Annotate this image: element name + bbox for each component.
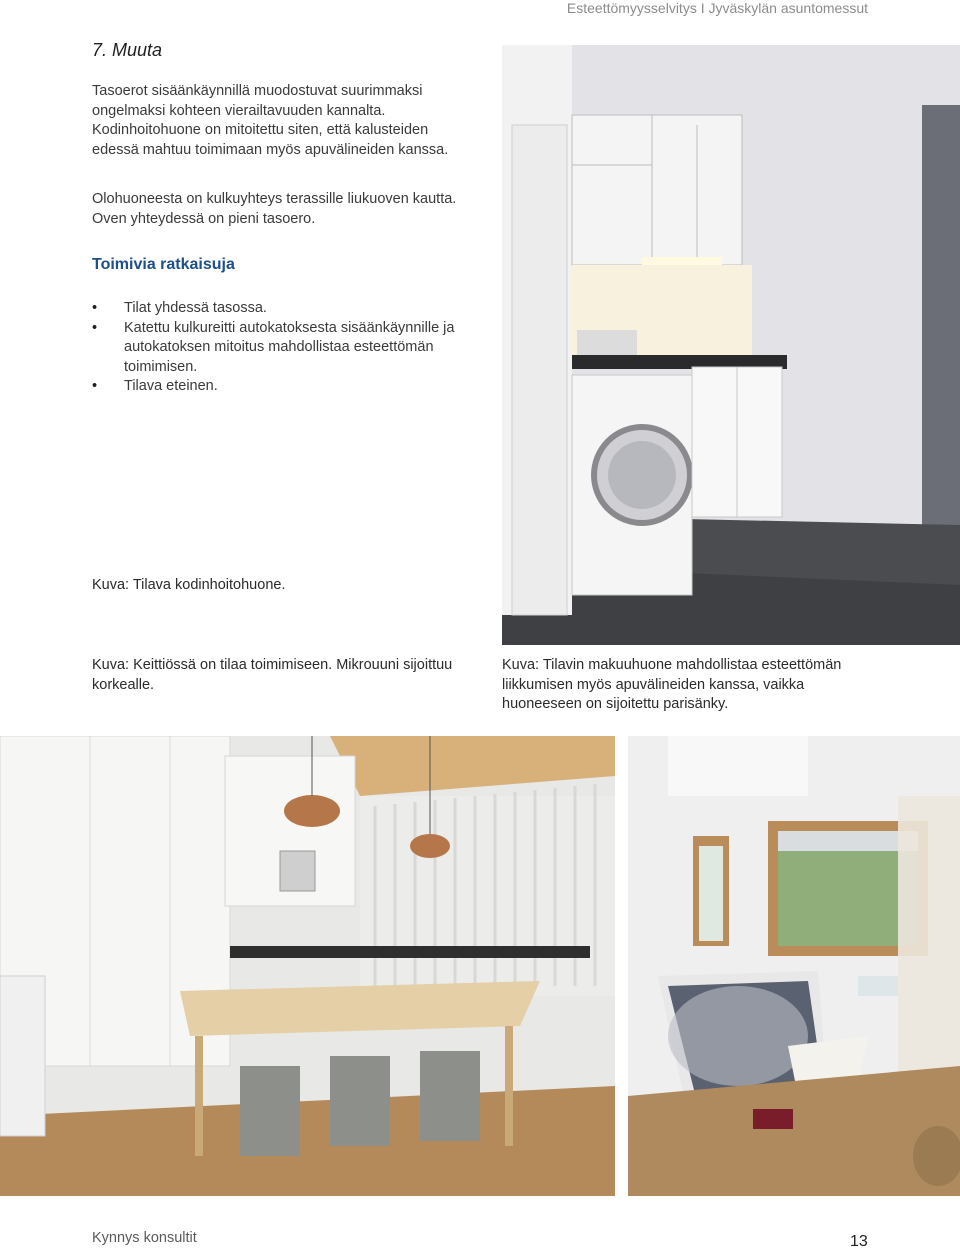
running-header: Esteettömyysselvitys I Jyväskylän asuntomessut <box>566 0 868 16</box>
laundry-room-caption: Kuva: Tilava kodinhoitohuone. <box>92 577 286 593</box>
kitchen-caption: Kuva: Keittiössä on tilaa toimimiseen. Mikrouuni sijoittuu korkealle. <box>92 657 453 693</box>
bedroom-caption: Kuva: Tilavin makuuhuone mahdollistaa esteettömän liikkumisen myös apuvälineiden kanssa, vaikka huoneeseen on sijoitettu parisänky. <box>502 657 842 712</box>
section-title: 7. Muuta <box>92 40 163 60</box>
footer-author: Kynnys konsultit <box>92 1230 197 1246</box>
list-item: • Tilat yhdessä tasossa. <box>92 299 472 319</box>
bedroom-photo <box>628 736 960 1196</box>
laundry-room-photo <box>502 45 960 645</box>
living-room-paragraph: Olohuoneesta on kulkuyhteys terassille liukuoven kautta. Oven yhteydessä on pieni tasoero. <box>92 191 457 227</box>
list-item: • Tilava eteinen. <box>92 377 472 397</box>
list-item: • Katettu kulkureitti autokatoksesta sisäänkäynnille ja autokatoksen mitoitus mahdollistaa esteettömän toimimisen. <box>92 319 472 378</box>
intro-paragraph: Tasoerot sisäänkäynnillä muodostuvat suurimmaksi ongelmaksi kohteen vierailtavuuden kannalta. Kodinhoitohuone on mitoitettu siten, että kalusteiden edessä mahtuu toimimaan myös apuvälineiden kanssa. <box>92 83 449 158</box>
kitchen-photo <box>0 736 615 1196</box>
good-solutions-heading: Toimivia ratkaisuja <box>92 256 235 273</box>
page-number: 13 <box>850 1233 868 1250</box>
solutions-list <box>92 299 472 397</box>
